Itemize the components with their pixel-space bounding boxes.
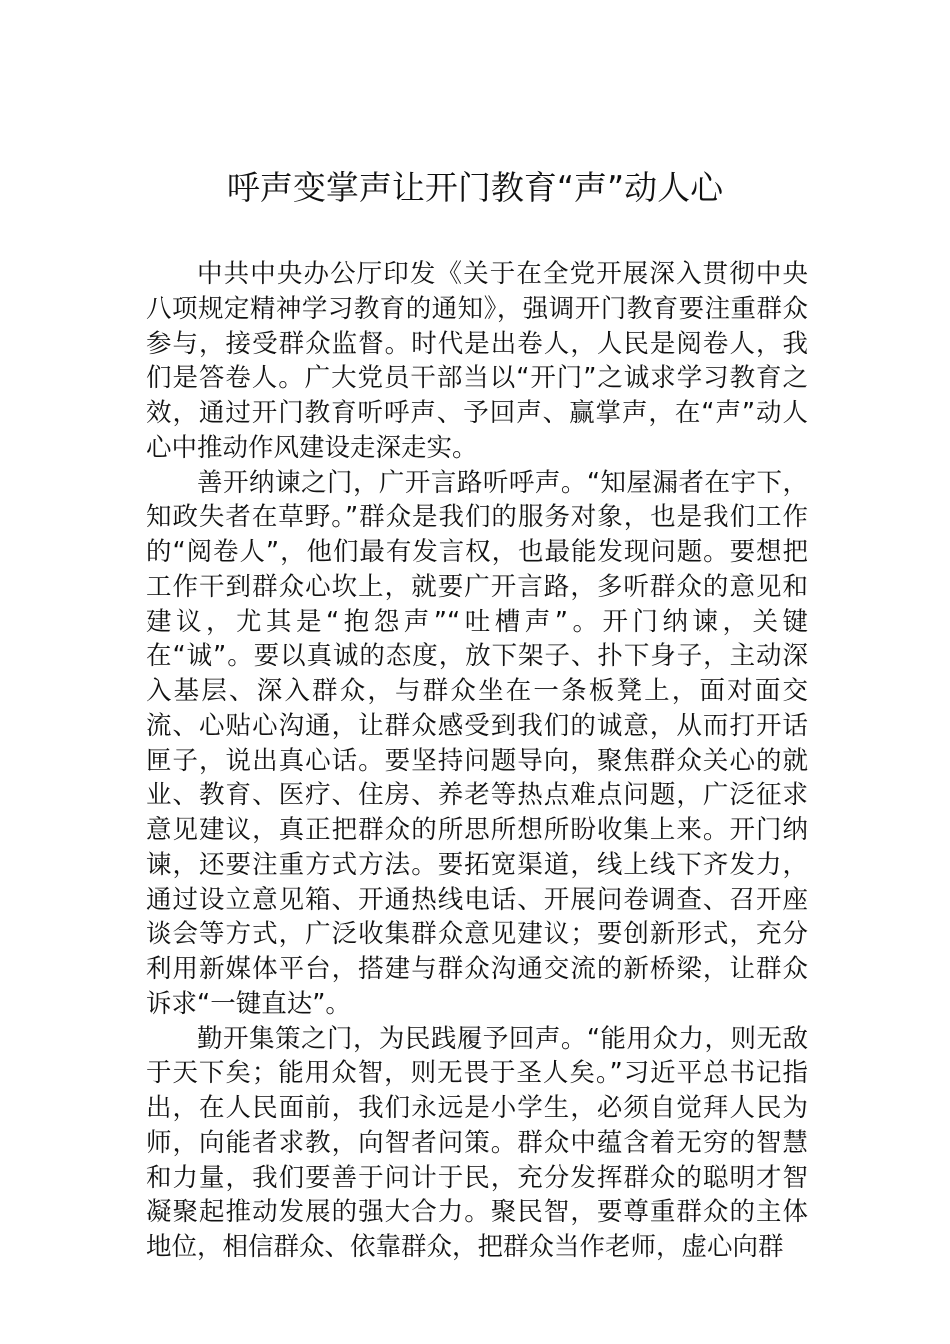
paragraph-1: 中共中央办公厅印发《关于在全党开展深入贯彻中央八项规定精神学习教育的通知》，强调开门教育要注重群众参与，接受群众监督。时代是出卷人，人民是阅卷人，我们是答卷人。广大党员干部当以“开门”之诚求学习教育之效，通过开门教育听呼声、予回声、赢掌声，在“声”动人心中推动作风建设走深走实。 (146, 259, 808, 463)
paragraph-2: 善开纳谏之门，广开言路听呼声。“知屋漏者在宇下，知政失者在草野。”群众是我们的服务对象，也是我们工作的“阅卷人”，他们最有发言权，也最能发现问题。要想把工作干到群众心坎上，就要广开言路，多听群众的意见和建议，尤其是“抱怨声”“吐槽声”。开门纳谏，关键在“诚”。要以真诚的态度，放下架子、扑下身子，主动深入基层、深入群众，与群众坐在一条板凳上，面对面交流、心贴心沟通，让群众感受到我们的诚意，从而打开话匣子，说出真心话。要坚持问题导向，聚焦群众关心的就业、教育、医疗、住房、养老等热点难点问题，广泛征求意见建议，真正把群众的所思所想所盼收集上来。开门纳谏，还要注重方式方法。要拓宽渠道，线上线下齐发力，通过设立意见箱、开通热线电话、开展问卷调查、召开座谈会等方式，广泛收集群众意见建议；要创新形式，充分利用新媒体平台，搭建与群众沟通交流的新桥梁，让群众诉求“一键直达”。 (146, 467, 808, 1019)
article-body (146, 257, 808, 1265)
page-title: 呼声变掌声让开门教育“声”动人心 (226, 168, 724, 207)
paragraph-3: 勤开集策之门，为民践履予回声。“能用众力，则无敌于天下矣；能用众智，则无畏于圣人矣。”习近平总书记指出，在人民面前，我们永远是小学生，必须自觉拜人民为师，向能者求教，向智者问策。群众中蕴含着无穷的智慧和力量，我们要善于问计于民，充分发挥群众的聪明才智凝聚起推动发展的强大合力。聚民智，要尊重群众的主体地位，相信群众、依靠群众，把群众当作老师，虚心向群 (146, 1023, 808, 1262)
